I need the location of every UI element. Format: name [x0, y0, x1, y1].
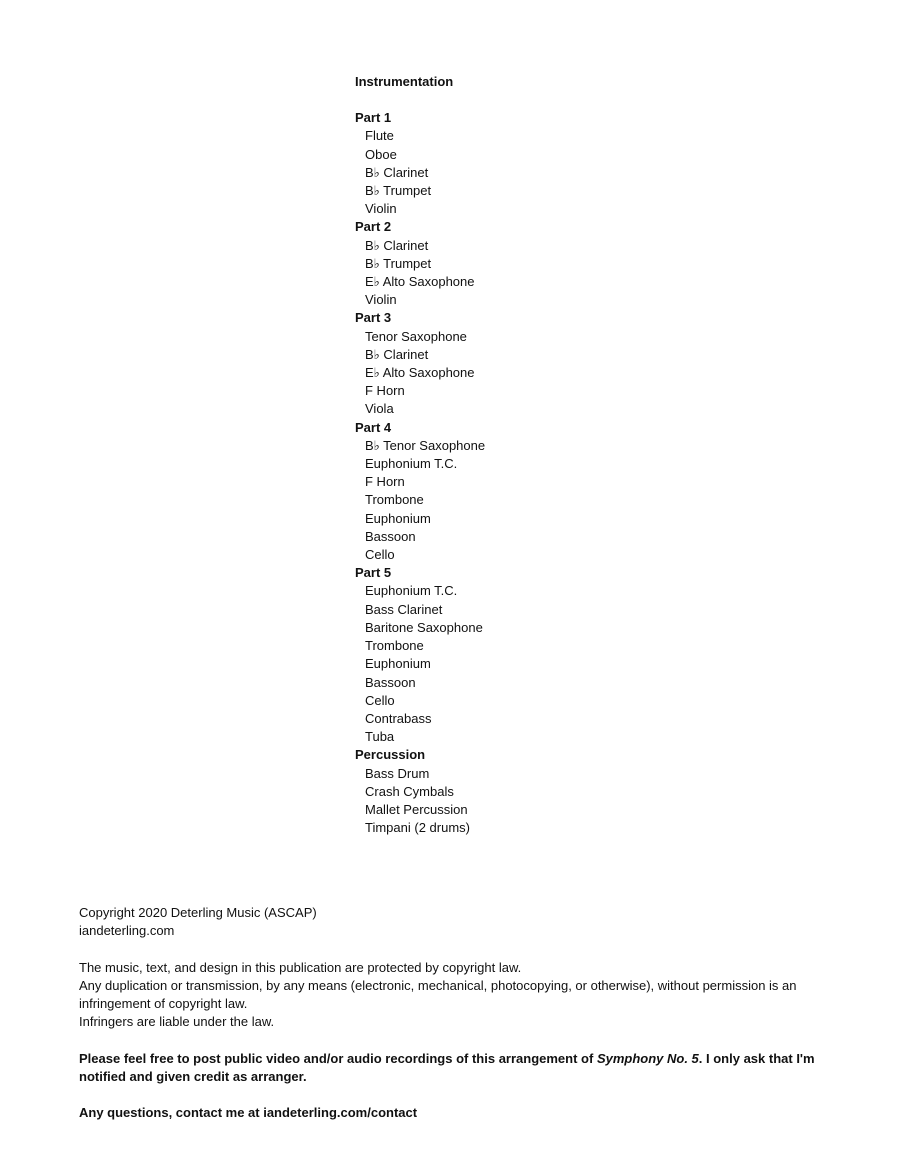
copyright-line: Copyright 2020 Deterling Music (ASCAP) [79, 905, 317, 920]
instrument-item: Flute [365, 128, 394, 144]
instrument-item: Trombone [365, 638, 424, 654]
permission-text-after: . I only ask that I'm notified and given credit as arranger. [79, 1050, 815, 1084]
part-heading: Part 1 [355, 110, 392, 126]
instrument-item: Cello [365, 547, 395, 563]
part-heading: Part 2 [355, 219, 392, 235]
instrument-item: Violin [365, 292, 397, 308]
instrumentation-section [355, 73, 485, 837]
copyright-notice-3: Infringers are liable under the law. [79, 1014, 275, 1030]
instrument-item: Cello [365, 692, 395, 708]
instrument-item: Oboe [365, 146, 397, 162]
instrument-item: Mallet Percussion [365, 801, 468, 817]
parts-list [355, 109, 485, 837]
instrument-item: Crash Cymbals [365, 783, 454, 799]
instrument-item: B♭ Tenor Saxophone [365, 437, 486, 453]
instrument-item: E♭ Alto Saxophone [365, 274, 475, 290]
work-title: Symphony No. 5 [596, 1050, 699, 1066]
instrument-item: Tenor Saxophone [365, 328, 467, 344]
instrument-item: Baritone Saxophone [365, 619, 483, 635]
part-heading: Percussion [355, 747, 426, 763]
instrument-item: B♭ Trumpet [365, 255, 432, 271]
instrument-item: E♭ Alto Saxophone [365, 365, 475, 381]
instrument-item: Viola [365, 401, 394, 417]
instrument-item: Euphonium T.C. [365, 583, 458, 599]
instrument-item: Euphonium [365, 510, 431, 526]
instrument-item: Timpani (2 drums) [365, 820, 470, 836]
instrumentation-title: Instrumentation [355, 74, 454, 89]
copyright-notice-2: Any duplication or transmission, by any means (electronic, mechanical, photocopying, or otherwise), without permission is an infringement of copyright law. [79, 977, 797, 1011]
instrument-item: Euphonium [365, 656, 431, 672]
instrument-item: B♭ Clarinet [365, 346, 429, 362]
contact-line: Any questions, contact me at iandeterling.com/contact [79, 1105, 418, 1121]
part-heading: Part 3 [355, 310, 392, 326]
instrument-item: Trombone [365, 492, 424, 508]
instrument-item: Bass Clarinet [365, 601, 443, 617]
permission-statement [79, 1050, 819, 1086]
instrument-item: Euphonium T.C. [365, 456, 458, 472]
instrument-item: Bass Drum [365, 765, 430, 781]
part-heading: Part 4 [355, 419, 392, 435]
instrument-item: F Horn [365, 383, 405, 399]
instrument-item: Tuba [365, 729, 395, 745]
instrument-item: B♭ Trumpet [365, 183, 432, 199]
part-heading: Part 5 [355, 565, 392, 581]
instrument-item: B♭ Clarinet [365, 237, 429, 253]
website-line: iandeterling.com [79, 923, 175, 939]
instrument-item: F Horn [365, 474, 405, 490]
instrument-item: Violin [365, 201, 397, 217]
copyright-footer [79, 904, 819, 1122]
instrument-item: Bassoon [365, 528, 416, 544]
instrument-item: Contrabass [365, 710, 432, 726]
copyright-notice-1: The music, text, and design in this publication are protected by copyright law. [79, 959, 522, 975]
permission-text-before: Please feel free to post public video and/or audio recordings of this arrangement of [79, 1050, 597, 1066]
instrument-item: B♭ Clarinet [365, 164, 429, 180]
instrument-item: Bassoon [365, 674, 416, 690]
